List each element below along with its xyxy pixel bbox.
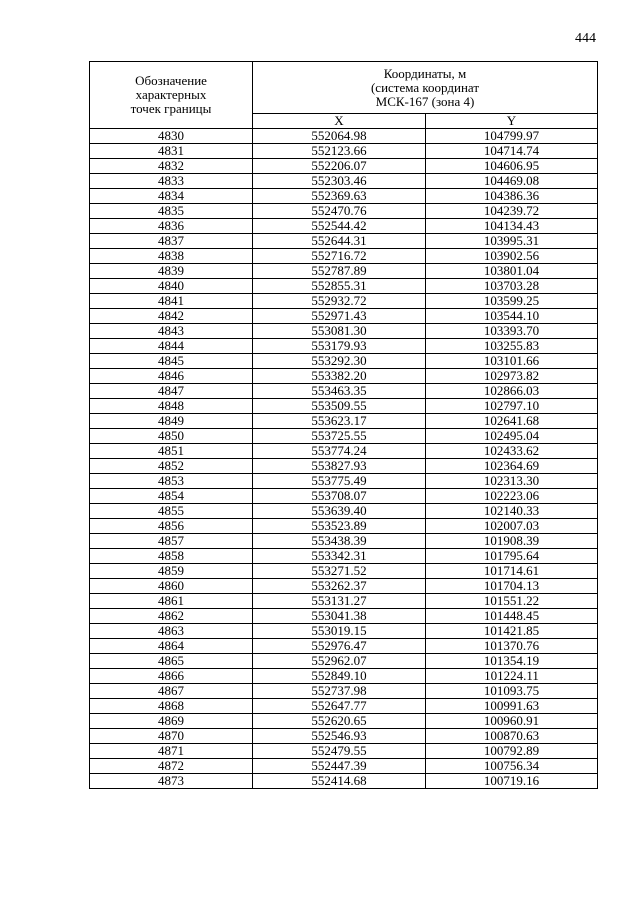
table-row: [90, 339, 598, 354]
coord-header-line: Координаты, м: [383, 65, 467, 81]
y-coordinate-cell: 100870.63: [426, 729, 598, 744]
table-row: [90, 309, 598, 324]
x-coordinate-cell: 553708.07: [253, 489, 426, 504]
point-id-cell: 4839: [90, 264, 253, 279]
x-coordinate-cell: 552849.10: [253, 669, 426, 684]
y-column-header: Y: [426, 114, 598, 129]
table-row: [90, 324, 598, 339]
point-id-cell: 4848: [90, 399, 253, 414]
y-coordinate-cell: 103393.70: [426, 324, 598, 339]
y-coordinate-cell: 103995.31: [426, 234, 598, 249]
table-row: [90, 354, 598, 369]
x-coordinate-cell: 553292.30: [253, 354, 426, 369]
point-id-cell: 4841: [90, 294, 253, 309]
point-header-line: точек границы: [130, 101, 212, 116]
table-row: [90, 474, 598, 489]
table-row: [90, 639, 598, 654]
x-coordinate-cell: 552303.46: [253, 174, 426, 189]
y-coordinate-cell: 103255.83: [426, 339, 598, 354]
point-id-cell: 4853: [90, 474, 253, 489]
table-row: [90, 144, 598, 159]
point-id-cell: 4869: [90, 714, 253, 729]
x-coordinate-cell: 552737.98: [253, 684, 426, 699]
y-coordinate-cell: 103902.56: [426, 249, 598, 264]
y-coordinate-cell: 102866.03: [426, 384, 598, 399]
y-coordinate-cell: 104134.43: [426, 219, 598, 234]
table-row: [90, 534, 598, 549]
x-coordinate-cell: 553271.52: [253, 564, 426, 579]
table-row: [90, 609, 598, 624]
point-id-cell: 4832: [90, 159, 253, 174]
table-row: [90, 624, 598, 639]
table-row: [90, 714, 598, 729]
point-id-cell: 4859: [90, 564, 253, 579]
y-coordinate-cell: 101704.13: [426, 579, 598, 594]
x-coordinate-cell: 552620.65: [253, 714, 426, 729]
x-coordinate-cell: 552976.47: [253, 639, 426, 654]
y-coordinate-cell: 103801.04: [426, 264, 598, 279]
table-row: [90, 504, 598, 519]
x-coordinate-cell: 553131.27: [253, 594, 426, 609]
point-id-cell: 4863: [90, 624, 253, 639]
table-row: [90, 264, 598, 279]
table-row: [90, 294, 598, 309]
y-coordinate-cell: 101908.39: [426, 534, 598, 549]
x-coordinate-cell: 553725.55: [253, 429, 426, 444]
x-coordinate-cell: 553019.15: [253, 624, 426, 639]
point-id-cell: 4873: [90, 774, 253, 789]
x-coordinate-cell: 553382.20: [253, 369, 426, 384]
y-coordinate-cell: 101551.22: [426, 594, 598, 609]
x-coordinate-cell: 552123.66: [253, 144, 426, 159]
table-body: [90, 129, 598, 789]
point-id-cell: 4845: [90, 354, 253, 369]
y-coordinate-cell: 100960.91: [426, 714, 598, 729]
point-id-cell: 4831: [90, 144, 253, 159]
point-id-cell: 4871: [90, 744, 253, 759]
point-header-line: характерных: [135, 87, 207, 102]
point-id-cell: 4852: [90, 459, 253, 474]
y-coordinate-cell: 102797.10: [426, 399, 598, 414]
table-row: [90, 219, 598, 234]
table-row: [90, 429, 598, 444]
x-coordinate-cell: 552546.93: [253, 729, 426, 744]
point-header-line: Обозначение: [135, 73, 207, 88]
x-coordinate-cell: 552414.68: [253, 774, 426, 789]
point-id-cell: 4857: [90, 534, 253, 549]
x-coordinate-cell: 553081.30: [253, 324, 426, 339]
x-coordinate-cell: 553827.93: [253, 459, 426, 474]
table-row: [90, 744, 598, 759]
table-row: [90, 594, 598, 609]
x-coordinate-cell: 552369.63: [253, 189, 426, 204]
x-coordinate-cell: 553179.93: [253, 339, 426, 354]
table-row: [90, 279, 598, 294]
point-id-cell: 4864: [90, 639, 253, 654]
y-coordinate-cell: 101370.76: [426, 639, 598, 654]
table-row: [90, 384, 598, 399]
point-id-cell: 4851: [90, 444, 253, 459]
point-id-cell: 4844: [90, 339, 253, 354]
table-row: [90, 489, 598, 504]
y-coordinate-cell: 100719.16: [426, 774, 598, 789]
x-coordinate-cell: 553342.31: [253, 549, 426, 564]
table-row: [90, 189, 598, 204]
y-coordinate-cell: 100756.34: [426, 759, 598, 774]
y-coordinate-cell: 103101.66: [426, 354, 598, 369]
x-coordinate-cell: 552932.72: [253, 294, 426, 309]
y-coordinate-cell: 101714.61: [426, 564, 598, 579]
y-coordinate-cell: 103544.10: [426, 309, 598, 324]
x-coordinate-cell: 552855.31: [253, 279, 426, 294]
point-id-cell: 4835: [90, 204, 253, 219]
point-id-cell: 4866: [90, 669, 253, 684]
point-id-cell: 4872: [90, 759, 253, 774]
x-coordinate-cell: 552971.43: [253, 309, 426, 324]
y-coordinate-cell: 102433.62: [426, 444, 598, 459]
y-coordinate-cell: 104239.72: [426, 204, 598, 219]
point-id-cell: 4834: [90, 189, 253, 204]
point-id-cell: 4838: [90, 249, 253, 264]
x-coordinate-cell: 553463.35: [253, 384, 426, 399]
coordinates-group-header: [253, 62, 598, 114]
x-coordinate-cell: 552787.89: [253, 264, 426, 279]
point-id-cell: 4860: [90, 579, 253, 594]
table-row: [90, 684, 598, 699]
table-row: [90, 759, 598, 774]
x-column-header: X: [253, 114, 426, 129]
table-row: [90, 459, 598, 474]
y-coordinate-cell: 102313.30: [426, 474, 598, 489]
point-id-cell: 4858: [90, 549, 253, 564]
x-coordinate-cell: 552470.76: [253, 204, 426, 219]
point-id-cell: 4836: [90, 219, 253, 234]
table-row: [90, 414, 598, 429]
x-coordinate-cell: 553509.55: [253, 399, 426, 414]
table-row: [90, 699, 598, 714]
x-coordinate-cell: 552479.55: [253, 744, 426, 759]
x-coordinate-cell: 552206.07: [253, 159, 426, 174]
point-id-cell: 4840: [90, 279, 253, 294]
table-row: [90, 399, 598, 414]
y-coordinate-cell: 101448.45: [426, 609, 598, 624]
x-coordinate-cell: 552962.07: [253, 654, 426, 669]
x-coordinate-cell: 552647.77: [253, 699, 426, 714]
y-coordinate-cell: 104799.97: [426, 129, 598, 144]
y-coordinate-cell: 103599.25: [426, 294, 598, 309]
point-column-header: [90, 62, 253, 129]
y-coordinate-cell: 102140.33: [426, 504, 598, 519]
x-coordinate-cell: 552544.42: [253, 219, 426, 234]
point-id-cell: 4846: [90, 369, 253, 384]
coordinates-table: [89, 61, 598, 789]
table-row: [90, 369, 598, 384]
table-row: [90, 159, 598, 174]
x-coordinate-cell: 553775.49: [253, 474, 426, 489]
point-id-cell: 4850: [90, 429, 253, 444]
x-coordinate-cell: 553639.40: [253, 504, 426, 519]
y-coordinate-cell: 101421.85: [426, 624, 598, 639]
point-id-cell: 4833: [90, 174, 253, 189]
y-coordinate-cell: 102641.68: [426, 414, 598, 429]
x-coordinate-cell: 552447.39: [253, 759, 426, 774]
point-id-cell: 4856: [90, 519, 253, 534]
point-id-cell: 4849: [90, 414, 253, 429]
point-id-cell: 4868: [90, 699, 253, 714]
y-coordinate-cell: 104606.95: [426, 159, 598, 174]
x-coordinate-cell: 552644.31: [253, 234, 426, 249]
point-id-cell: 4861: [90, 594, 253, 609]
y-coordinate-cell: 102495.04: [426, 429, 598, 444]
table-row: [90, 519, 598, 534]
table-row: [90, 444, 598, 459]
x-coordinate-cell: 553262.37: [253, 579, 426, 594]
table-row: [90, 549, 598, 564]
y-coordinate-cell: 101093.75: [426, 684, 598, 699]
point-id-cell: 4847: [90, 384, 253, 399]
table-row: [90, 579, 598, 594]
coord-header-line: МСК-167 (зона 4): [375, 93, 475, 109]
y-coordinate-cell: 102364.69: [426, 459, 598, 474]
point-id-cell: 4865: [90, 654, 253, 669]
page-number: 444: [575, 31, 596, 46]
point-id-cell: 4830: [90, 129, 253, 144]
y-coordinate-cell: 104469.08: [426, 174, 598, 189]
x-coordinate-cell: 553041.38: [253, 609, 426, 624]
x-coordinate-cell: 553523.89: [253, 519, 426, 534]
table-row: [90, 774, 598, 789]
coord-header-line: (система координат: [370, 79, 480, 95]
table-row: [90, 729, 598, 744]
point-id-cell: 4837: [90, 234, 253, 249]
y-coordinate-cell: 102973.82: [426, 369, 598, 384]
x-coordinate-cell: 553774.24: [253, 444, 426, 459]
y-coordinate-cell: 102223.06: [426, 489, 598, 504]
table-header: [90, 62, 598, 129]
point-id-cell: 4862: [90, 609, 253, 624]
y-coordinate-cell: 101224.11: [426, 669, 598, 684]
table-row: [90, 174, 598, 189]
point-id-cell: 4870: [90, 729, 253, 744]
y-coordinate-cell: 101354.19: [426, 654, 598, 669]
point-id-cell: 4842: [90, 309, 253, 324]
table-row: [90, 234, 598, 249]
point-id-cell: 4855: [90, 504, 253, 519]
y-coordinate-cell: 103703.28: [426, 279, 598, 294]
y-coordinate-cell: 100792.89: [426, 744, 598, 759]
y-coordinate-cell: 104386.36: [426, 189, 598, 204]
x-coordinate-cell: 552064.98: [253, 129, 426, 144]
x-coordinate-cell: 552716.72: [253, 249, 426, 264]
table-row: [90, 204, 598, 219]
table-row: [90, 669, 598, 684]
point-id-cell: 4854: [90, 489, 253, 504]
point-id-cell: 4867: [90, 684, 253, 699]
x-coordinate-cell: 553438.39: [253, 534, 426, 549]
table-row: [90, 249, 598, 264]
y-coordinate-cell: 102007.03: [426, 519, 598, 534]
x-coordinate-cell: 553623.17: [253, 414, 426, 429]
point-id-cell: 4843: [90, 324, 253, 339]
y-coordinate-cell: 104714.74: [426, 144, 598, 159]
table-row: [90, 564, 598, 579]
table-row: [90, 654, 598, 669]
y-coordinate-cell: 100991.63: [426, 699, 598, 714]
y-coordinate-cell: 101795.64: [426, 549, 598, 564]
table-row: [90, 129, 598, 144]
